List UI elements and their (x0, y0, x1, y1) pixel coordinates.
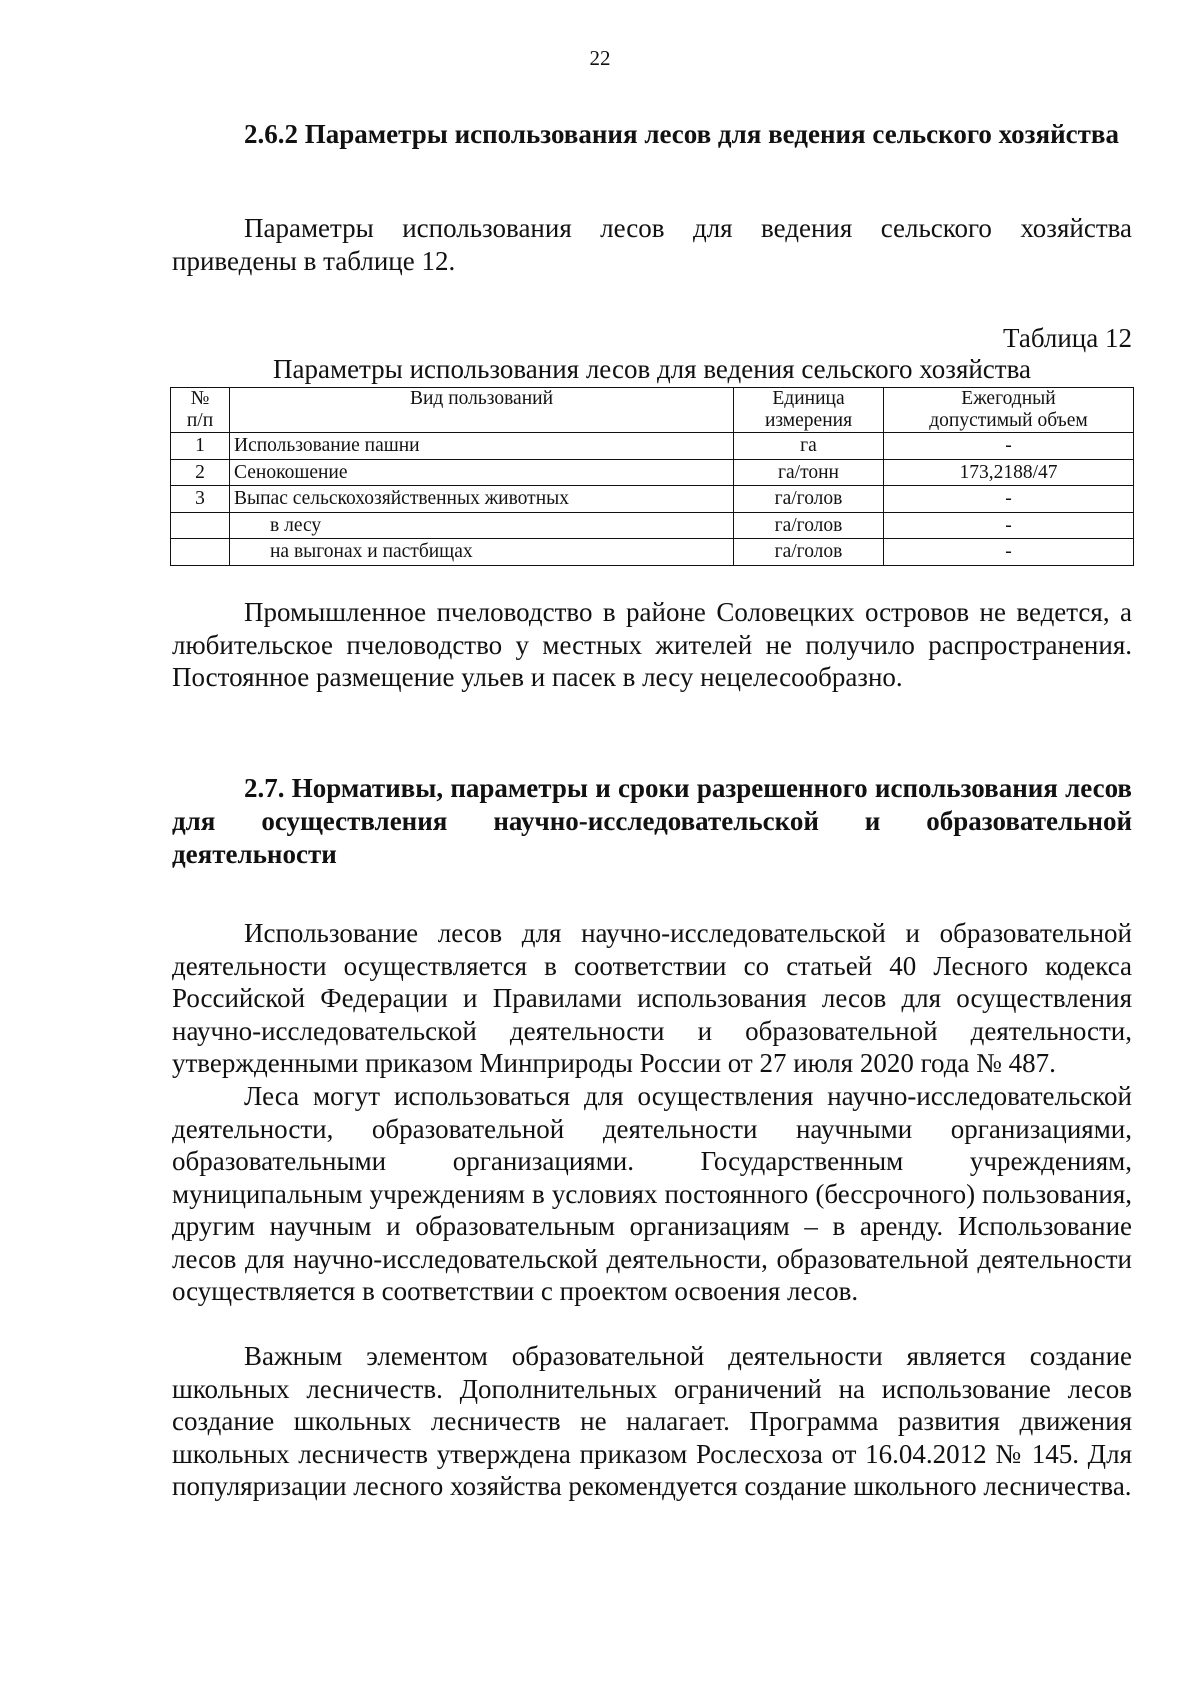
row-unit: га (734, 433, 884, 460)
row-unit: га/тонн (734, 459, 884, 486)
row-unit: га/голов (734, 539, 884, 566)
table-header-row (171, 388, 1134, 433)
row-usage-type: Выпас сельскохозяйственных животных (230, 486, 734, 513)
section-2-7-heading (172, 772, 1132, 871)
row-annual-volume: - (884, 512, 1134, 539)
header-number: № п/п (171, 388, 230, 433)
table-12-title: Параметры использования лесов для ведения сельского хозяйства (273, 354, 1031, 384)
table-row (171, 433, 1134, 460)
row-annual-volume: - (884, 486, 1134, 513)
row-unit: га/голов (734, 512, 884, 539)
section-2-6-2-intro: Параметры использования лесов для ведения сельского хозяйства приведены в таблице 12. (172, 213, 1132, 276)
section-2-7-paragraph-3: Важным элементом образовательной деятельности является создание школьных лесничеств. Дополнительных ограничений на использование лесов создание школьных лесничеств не налагает. Программа развития движения школьных лесничеств утверждена приказом Рослесхоза от 16.04.2012 № 145. Для популяризации лесного хозяйства рекомендуется создание школьного лесничества. (172, 1341, 1132, 1501)
row-annual-volume: - (884, 539, 1134, 566)
table-row (171, 512, 1134, 539)
header-annual-volume: Ежегодный допустимый объем (884, 388, 1134, 433)
table-row (171, 486, 1134, 513)
row-annual-volume: - (884, 433, 1134, 460)
row-number: 1 (171, 433, 230, 460)
table-row (171, 459, 1134, 486)
page-number: 22 (589, 46, 611, 70)
section-2-6-2-heading-text: 2.6.2 Параметры использования лесов для ведения сельского хозяйства (244, 119, 1119, 149)
row-usage-type: в лесу (230, 512, 734, 539)
table-12-label: Таблица 12 (1003, 323, 1132, 353)
row-annual-volume: 173,2188/47 (884, 459, 1134, 486)
row-number (171, 539, 230, 566)
header-usage-type: Вид пользований (230, 388, 734, 433)
row-usage-type: на выгонах и пастбищах (230, 539, 734, 566)
row-number (171, 512, 230, 539)
row-usage-type: Использование пашни (230, 433, 734, 460)
beekeeping-paragraph: Промышленное пчеловодство в районе Соловецких островов не ведется, а любительское пчеловодство у местных жителей не получило распространения. Постоянное размещение ульев и пасек в лесу нецелесообразно. (172, 597, 1132, 692)
section-2-7-paragraph-2: Леса могут использоваться для осуществления научно-исследовательской деятельности, образовательной деятельности научными организациями, образовательными организациями. Государственным учреждениям, муниципальным учреждениям в условиях постоянного (бессрочного) пользования, другим научным и образовательным организациям – в аренду. Использование лесов для научно-исследовательской деятельности, образовательной деятельности осуществляется в соответствии с проектом освоения лесов. (172, 1081, 1132, 1306)
section-2-7-heading-text: 2.7. Нормативы, параметры и сроки разрешенного использования лесов для осуществления научно-исследовательской и образовательной деятельности (172, 773, 1132, 869)
row-number: 3 (171, 486, 230, 513)
section-2-6-2-heading (172, 118, 1132, 151)
header-unit: Единица измерения (734, 388, 884, 433)
row-number: 2 (171, 459, 230, 486)
row-unit: га/голов (734, 486, 884, 513)
table-row (171, 539, 1134, 566)
section-2-7-paragraph-1: Использование лесов для научно-исследовательской и образовательной деятельности осуществляется в соответствии со статьей 40 Лесного кодекса Российской Федерации и Правилами использования лесов для осуществления научно-исследовательской деятельности и образовательной деятельности, утвержденными приказом Минприроды России от 27 июля 2020 года № 487. (172, 918, 1132, 1078)
agriculture-parameters-table (170, 387, 1134, 566)
row-usage-type: Сенокошение (230, 459, 734, 486)
